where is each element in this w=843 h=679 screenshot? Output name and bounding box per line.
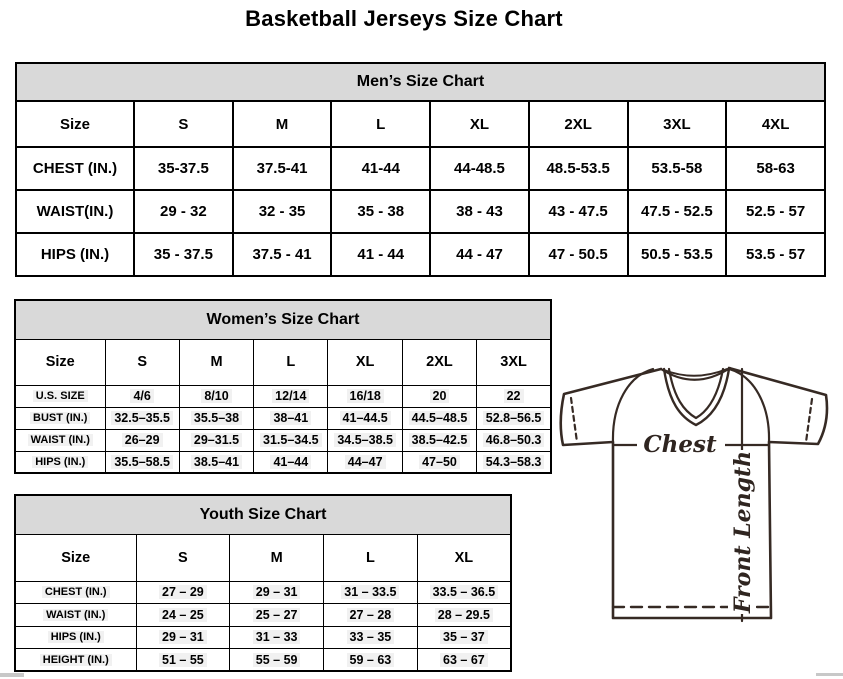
men-cell: 58-63 (726, 147, 825, 190)
men-cell: 35-37.5 (134, 147, 233, 190)
men-cell: 37.5-41 (233, 147, 332, 190)
youth-column-header: M (230, 534, 324, 581)
men-cell: 38 - 43 (430, 190, 529, 233)
men-column-header: M (233, 101, 332, 147)
women-cell: 54.3–58.3 (477, 451, 551, 473)
jersey-outline (561, 368, 827, 618)
women-column-header: S (105, 339, 179, 385)
women-column-header: Size (15, 339, 105, 385)
women-cell: 46.8–50.3 (477, 429, 551, 451)
women-cell: 12/14 (254, 385, 328, 407)
youth-table-row (15, 604, 511, 627)
men-cell: 44 - 47 (430, 233, 529, 276)
youth-cell: 27 – 29 (136, 581, 230, 604)
men-cell: 35 - 37.5 (134, 233, 233, 276)
men-table-row (16, 147, 825, 190)
women-table-row (15, 407, 551, 429)
men-cell: 53.5 - 57 (726, 233, 825, 276)
women-column-header: M (179, 339, 253, 385)
men-cell: 41-44 (331, 147, 430, 190)
women-cell: 44.5–48.5 (402, 407, 476, 429)
women-cell: 26–29 (105, 429, 179, 451)
men-cell: 32 - 35 (233, 190, 332, 233)
women-cell: 41–44.5 (328, 407, 402, 429)
men-table-title: Men’s Size Chart (16, 63, 825, 101)
scrollbar-fragment-right[interactable] (816, 673, 843, 676)
women-cell: 32.5–35.5 (105, 407, 179, 429)
men-table-row (16, 233, 825, 276)
women-table-row (15, 385, 551, 407)
men-column-header: Size (16, 101, 134, 147)
men-cell: 37.5 - 41 (233, 233, 332, 276)
youth-cell: 55 – 59 (230, 649, 324, 672)
youth-row-label: HEIGHT (IN.) (15, 649, 136, 672)
men-cell: 47 - 50.5 (529, 233, 628, 276)
women-cell: 38.5–41 (179, 451, 253, 473)
men-cell: 43 - 47.5 (529, 190, 628, 233)
youth-column-header: S (136, 534, 230, 581)
women-cell: 4/6 (105, 385, 179, 407)
jersey-diagram (558, 360, 843, 632)
mens-size-chart-table (15, 62, 826, 275)
men-column-header: L (331, 101, 430, 147)
youth-row-label: CHEST (IN.) (15, 581, 136, 604)
youth-cell: 29 – 31 (230, 581, 324, 604)
women-cell: 29–31.5 (179, 429, 253, 451)
men-cell: 53.5-58 (628, 147, 727, 190)
women-cell: 47–50 (402, 451, 476, 473)
youth-cell: 33.5 – 36.5 (417, 581, 511, 604)
women-cell: 8/10 (179, 385, 253, 407)
women-cell: 31.5–34.5 (254, 429, 328, 451)
scrollbar-fragment-left[interactable] (0, 673, 24, 677)
men-cell: 47.5 - 52.5 (628, 190, 727, 233)
women-cell: 38–41 (254, 407, 328, 429)
youth-table (14, 494, 512, 672)
youth-column-header: XL (417, 534, 511, 581)
youth-table-row (15, 649, 511, 672)
women-row-label: WAIST (IN.) (15, 429, 105, 451)
women-table-title: Women’s Size Chart (15, 300, 551, 339)
women-cell: 35.5–38 (179, 407, 253, 429)
women-cell: 22 (477, 385, 551, 407)
mens-table (15, 62, 826, 277)
youth-size-chart-table (14, 494, 512, 670)
women-cell: 35.5–58.5 (105, 451, 179, 473)
women-cell: 38.5–42.5 (402, 429, 476, 451)
men-cell: 29 - 32 (134, 190, 233, 233)
youth-cell: 63 – 67 (417, 649, 511, 672)
women-cell: 44–47 (328, 451, 402, 473)
men-table-row (16, 190, 825, 233)
women-cell: 34.5–38.5 (328, 429, 402, 451)
women-cell: 41–44 (254, 451, 328, 473)
women-cell: 20 (402, 385, 476, 407)
youth-column-header: L (324, 534, 418, 581)
youth-table-row (15, 626, 511, 649)
youth-cell: 31 – 33 (230, 626, 324, 649)
men-cell: 52.5 - 57 (726, 190, 825, 233)
women-column-header: XL (328, 339, 402, 385)
youth-row-label: WAIST (IN.) (15, 604, 136, 627)
men-row-label: CHEST (IN.) (16, 147, 134, 190)
youth-cell: 24 – 25 (136, 604, 230, 627)
front-length-label: Front Length (730, 450, 756, 614)
men-row-label: HIPS (IN.) (16, 233, 134, 276)
youth-cell: 51 – 55 (136, 649, 230, 672)
women-row-label: HIPS (IN.) (15, 451, 105, 473)
women-cell: 16/18 (328, 385, 402, 407)
youth-cell: 59 – 63 (324, 649, 418, 672)
women-table-row (15, 429, 551, 451)
youth-cell: 31 – 33.5 (324, 581, 418, 604)
men-row-label: WAIST(IN.) (16, 190, 134, 233)
page-title: Basketball Jerseys Size Chart (245, 6, 563, 31)
youth-table-row (15, 581, 511, 604)
men-column-header: XL (430, 101, 529, 147)
youth-table-title: Youth Size Chart (15, 495, 511, 534)
youth-cell: 27 – 28 (324, 604, 418, 627)
women-cell: 52.8–56.5 (477, 407, 551, 429)
men-cell: 50.5 - 53.5 (628, 233, 727, 276)
womens-table (14, 299, 552, 474)
women-row-label: BUST (IN.) (15, 407, 105, 429)
men-column-header: 4XL (726, 101, 825, 147)
men-column-header: 2XL (529, 101, 628, 147)
men-cell: 41 - 44 (331, 233, 430, 276)
youth-cell: 25 – 27 (230, 604, 324, 627)
men-cell: 44-48.5 (430, 147, 529, 190)
women-row-label: U.S. SIZE (15, 385, 105, 407)
men-column-header: 3XL (628, 101, 727, 147)
youth-row-label: HIPS (IN.) (15, 626, 136, 649)
women-column-header: 3XL (477, 339, 551, 385)
youth-column-header: Size (15, 534, 136, 581)
youth-cell: 35 – 37 (417, 626, 511, 649)
youth-cell: 33 – 35 (324, 626, 418, 649)
womens-size-chart-table (14, 299, 552, 472)
women-column-header: L (254, 339, 328, 385)
men-cell: 48.5-53.5 (529, 147, 628, 190)
women-table-row (15, 451, 551, 473)
women-column-header: 2XL (402, 339, 476, 385)
men-column-header: S (134, 101, 233, 147)
youth-cell: 29 – 31 (136, 626, 230, 649)
men-cell: 35 - 38 (331, 190, 430, 233)
chest-label: Chest (643, 431, 717, 458)
youth-cell: 28 – 29.5 (417, 604, 511, 627)
